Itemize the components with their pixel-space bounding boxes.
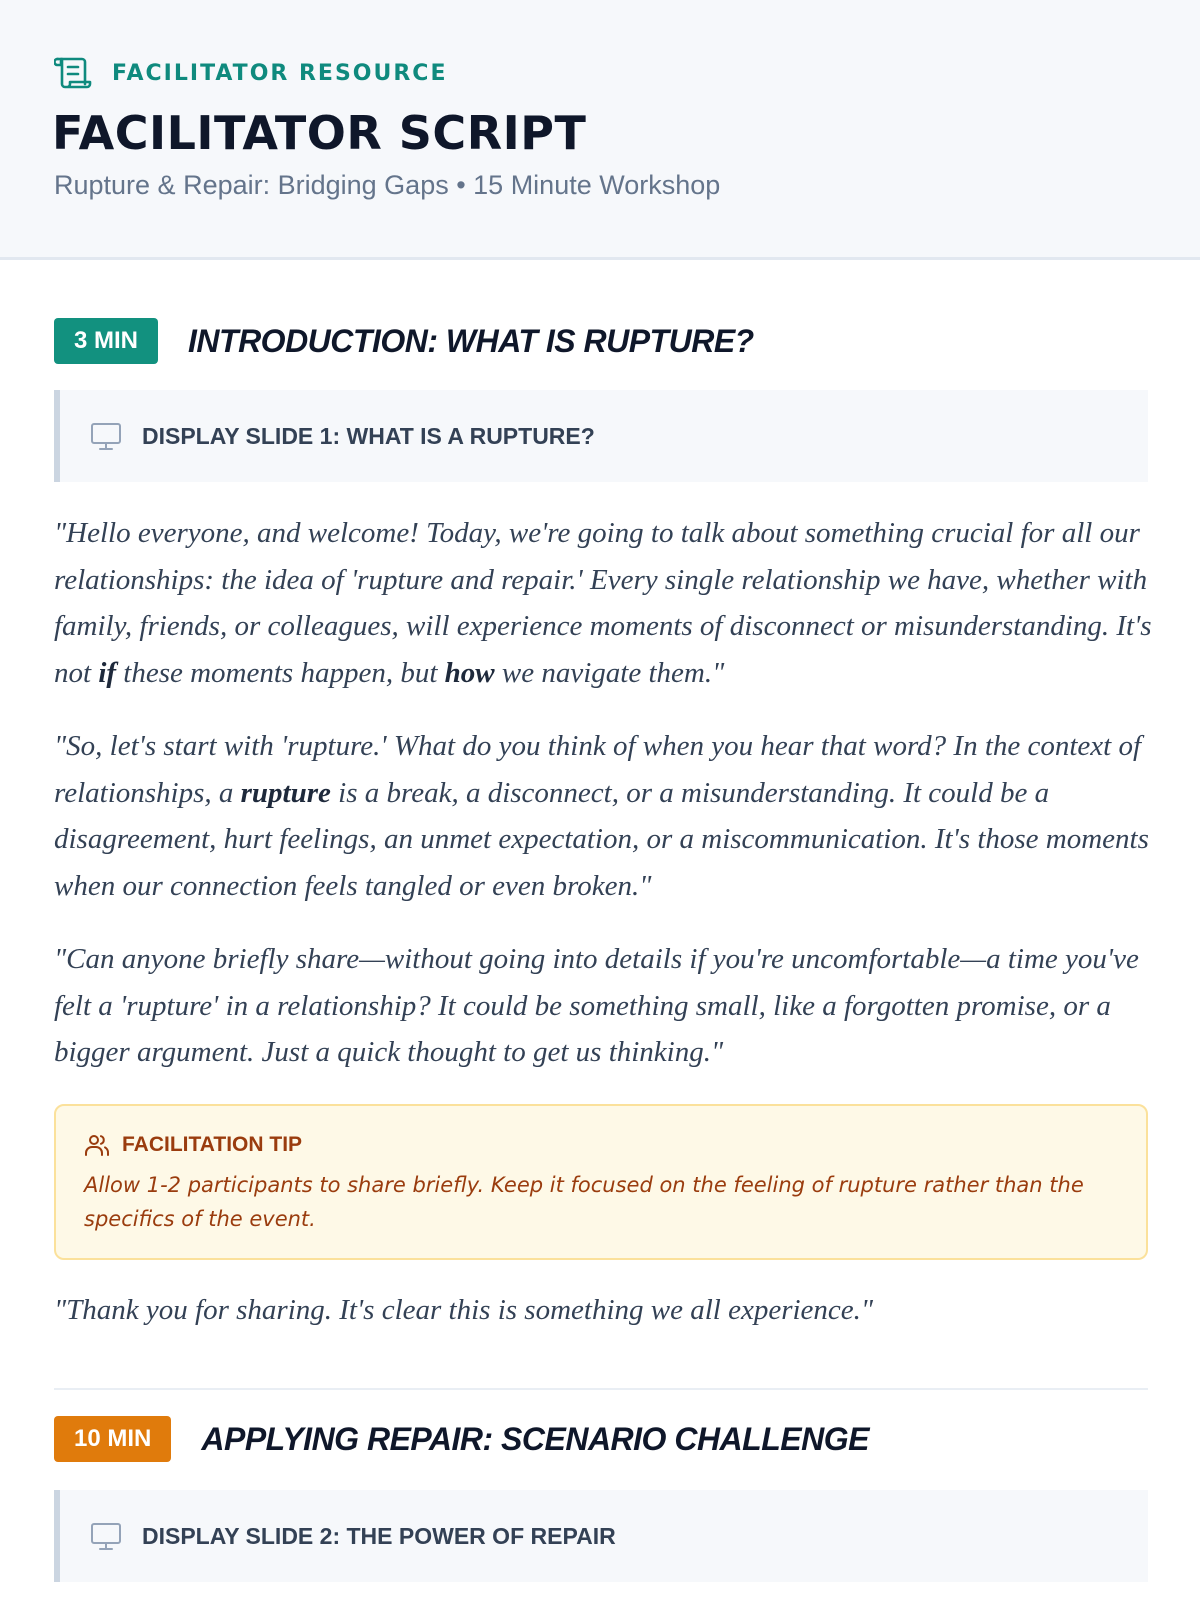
section-header xyxy=(54,318,754,364)
monitor-icon xyxy=(90,420,122,452)
users-icon xyxy=(84,1132,110,1158)
section-title: APPLYING REPAIR: SCENARIO CHALLENGE xyxy=(201,1420,869,1457)
page-subtitle: Rupture & Repair: Bridging Gaps • 15 Minute Workshop xyxy=(54,170,721,200)
script-paragraph: "Can anyone briefly share—without going into details if you're uncomfortable—a time you've felt a 'rupture' in a relationship? It could be something small, like a forgotten promise, or a bigger argument. Just a quick thought to get us thinking." xyxy=(54,943,1139,1068)
tip-label: FACILITATION TIP xyxy=(122,1133,303,1156)
tip-text: Allow 1-2 participants to share briefly. Keep it focused on the feeling of rupture rather than the specifics of the event. xyxy=(84,1173,1084,1231)
section-header xyxy=(54,1416,869,1462)
slide-label: DISPLAY SLIDE 2: THE POWER OF REPAIR xyxy=(142,1522,616,1549)
facilitation-tip xyxy=(54,1104,1148,1260)
monitor-icon xyxy=(90,1520,122,1552)
slide-label: DISPLAY SLIDE 1: WHAT IS A RUPTURE? xyxy=(142,422,595,449)
slide-cue xyxy=(54,1490,1148,1582)
script-closing: "Thank you for sharing. It's clear this is something we all experience." xyxy=(54,1294,874,1326)
tip-header xyxy=(84,1132,302,1158)
script-paragraph: "Hello everyone, and welcome! Today, we're going to talk about something crucial for all our relationships: the idea of 'rupture and repair.' Every single relationship we have, whether with family, friends, or colleagues, will experience moments of disconnect or misunderstanding. It's not if these moments happen, but how we navigate them." xyxy=(54,517,1152,689)
section-divider xyxy=(54,1388,1148,1390)
duration-badge: 10 MIN xyxy=(54,1416,171,1462)
script-paragraph: "So, let's start with 'rupture.' What do you think of when you hear that word? In the context of relationships, a rupture is a break, a disconnect, or a misunderstanding. It could be a disagreement, hurt feelings, an unmet expectation, or a miscommunication. It's those moments when our connection feels tangled or even broken." xyxy=(54,730,1149,902)
slide-cue xyxy=(54,390,1148,482)
duration-badge: 3 MIN xyxy=(54,318,158,364)
document-header xyxy=(0,0,1200,260)
page-title: FACILITATOR SCRIPT xyxy=(52,106,587,160)
eyebrow-label: FACILITATOR RESOURCE xyxy=(112,60,448,86)
eyebrow xyxy=(54,56,448,90)
section-title: INTRODUCTION: WHAT IS RUPTURE? xyxy=(188,322,754,359)
scroll-icon xyxy=(54,55,92,91)
